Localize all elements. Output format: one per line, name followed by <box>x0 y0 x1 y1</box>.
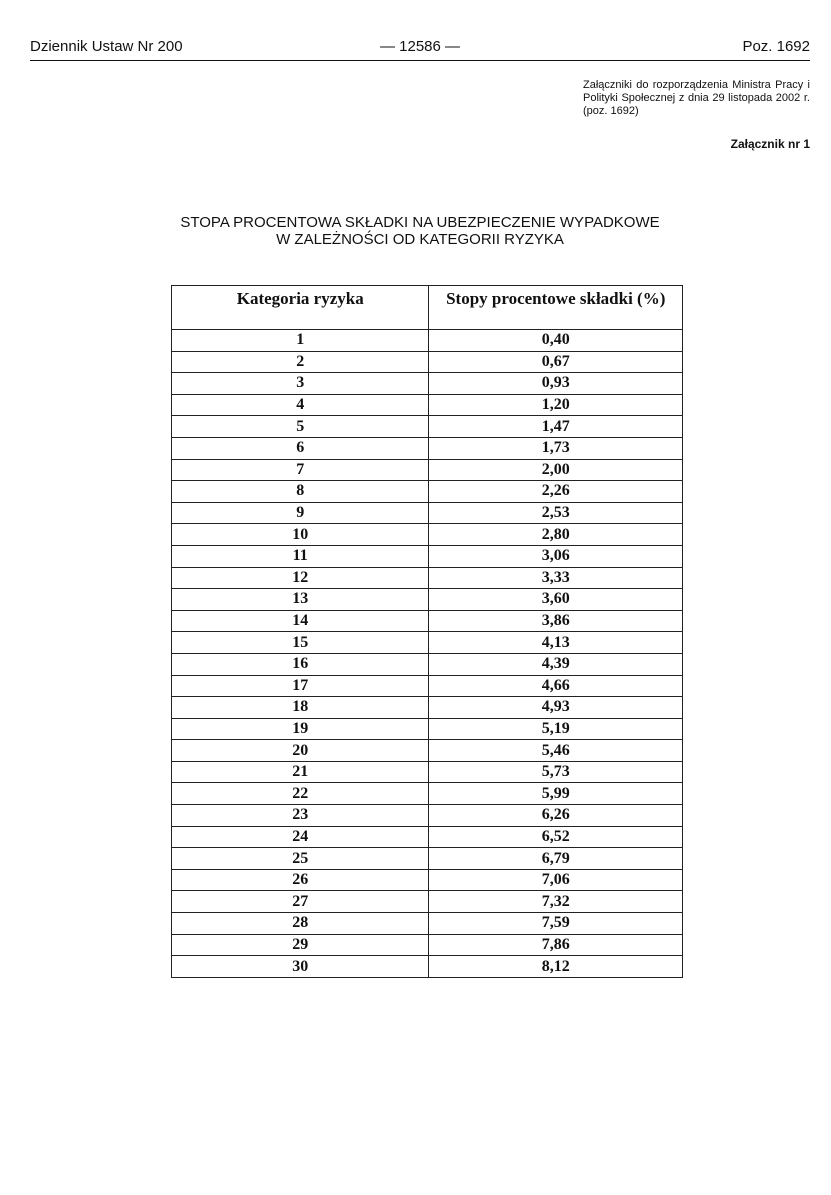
category-cell: 11 <box>172 545 429 567</box>
table-row <box>172 481 683 503</box>
table-row <box>172 913 683 935</box>
attachment-note: Załączniki do rozporządzenia Ministra Pracy i Polityki Społecznej z dnia 29 listopada 2002 r. (poz. 1692) <box>583 79 810 117</box>
column-header-rate: Stopy procentowe składki (%) <box>429 286 683 330</box>
rate-cell: 1,47 <box>429 416 683 438</box>
page-number: — 12586 — <box>379 38 461 55</box>
table-row <box>172 632 683 654</box>
category-cell: 2 <box>172 351 429 373</box>
rate-cell: 1,20 <box>429 394 683 416</box>
category-cell: 15 <box>172 632 429 654</box>
rate-cell: 1,73 <box>429 437 683 459</box>
rate-cell: 0,93 <box>429 373 683 395</box>
rate-cell: 6,26 <box>429 805 683 827</box>
rate-cell: 8,12 <box>429 956 683 978</box>
category-cell: 28 <box>172 913 429 935</box>
category-cell: 10 <box>172 524 429 546</box>
category-cell: 26 <box>172 869 429 891</box>
category-cell: 25 <box>172 848 429 870</box>
category-cell: 8 <box>172 481 429 503</box>
table-row <box>172 373 683 395</box>
title-line-2: W ZALEŻNOŚCI OD KATEGORII RYZYKA <box>276 231 564 248</box>
category-cell: 14 <box>172 610 429 632</box>
category-cell: 30 <box>172 956 429 978</box>
table-row <box>172 545 683 567</box>
rate-cell: 3,33 <box>429 567 683 589</box>
table-row <box>172 589 683 611</box>
category-cell: 7 <box>172 459 429 481</box>
category-cell: 22 <box>172 783 429 805</box>
table-row <box>172 502 683 524</box>
category-cell: 23 <box>172 805 429 827</box>
table-row <box>172 610 683 632</box>
rate-cell: 4,39 <box>429 653 683 675</box>
table-row <box>172 740 683 762</box>
rate-cell: 3,06 <box>429 545 683 567</box>
table-row <box>172 891 683 913</box>
title-line-1: STOPA PROCENTOWA SKŁADKI NA UBEZPIECZENIE WYPADKOWE <box>180 214 660 231</box>
table-row <box>172 956 683 978</box>
category-cell: 21 <box>172 761 429 783</box>
table-row <box>172 437 683 459</box>
table-row <box>172 351 683 373</box>
category-cell: 17 <box>172 675 429 697</box>
rate-cell: 3,60 <box>429 589 683 611</box>
rate-cell: 7,32 <box>429 891 683 913</box>
rate-cell: 0,40 <box>429 330 683 352</box>
table-row <box>172 567 683 589</box>
rate-cell: 7,06 <box>429 869 683 891</box>
rate-cell: 4,66 <box>429 675 683 697</box>
table-row <box>172 459 683 481</box>
document-title <box>100 214 740 248</box>
table-row <box>172 826 683 848</box>
table-row <box>172 653 683 675</box>
table-row <box>172 848 683 870</box>
table-row <box>172 869 683 891</box>
table-row <box>172 675 683 697</box>
table-row <box>172 934 683 956</box>
rate-cell: 2,80 <box>429 524 683 546</box>
table-row <box>172 394 683 416</box>
rate-cell: 0,67 <box>429 351 683 373</box>
header-rule <box>30 60 810 61</box>
table-row <box>172 805 683 827</box>
rate-cell: 5,73 <box>429 761 683 783</box>
rate-cell: 7,86 <box>429 934 683 956</box>
category-cell: 5 <box>172 416 429 438</box>
attachment-number: Załącznik nr 1 <box>730 137 810 151</box>
table-row <box>172 761 683 783</box>
rate-cell: 5,46 <box>429 740 683 762</box>
rate-cell: 3,86 <box>429 610 683 632</box>
column-header-category: Kategoria ryzyka <box>172 286 429 330</box>
category-cell: 13 <box>172 589 429 611</box>
category-cell: 18 <box>172 697 429 719</box>
table-row <box>172 697 683 719</box>
rate-cell: 4,13 <box>429 632 683 654</box>
category-cell: 19 <box>172 718 429 740</box>
journal-name: Dziennik Ustaw Nr 200 <box>30 38 183 55</box>
category-cell: 1 <box>172 330 429 352</box>
rate-cell: 2,53 <box>429 502 683 524</box>
category-cell: 6 <box>172 437 429 459</box>
category-cell: 4 <box>172 394 429 416</box>
rate-cell: 7,59 <box>429 913 683 935</box>
position-number: Poz. 1692 <box>742 38 810 55</box>
category-cell: 20 <box>172 740 429 762</box>
category-cell: 24 <box>172 826 429 848</box>
table-row <box>172 330 683 352</box>
rate-cell: 4,93 <box>429 697 683 719</box>
category-cell: 27 <box>172 891 429 913</box>
rate-cell: 2,00 <box>429 459 683 481</box>
table-header-row <box>172 286 683 330</box>
page-header <box>30 38 810 60</box>
rates-table-container <box>171 285 683 978</box>
category-cell: 12 <box>172 567 429 589</box>
category-cell: 16 <box>172 653 429 675</box>
category-cell: 3 <box>172 373 429 395</box>
category-cell: 29 <box>172 934 429 956</box>
rate-cell: 5,99 <box>429 783 683 805</box>
rate-cell: 6,79 <box>429 848 683 870</box>
table-row <box>172 783 683 805</box>
rate-cell: 6,52 <box>429 826 683 848</box>
table-row <box>172 524 683 546</box>
rates-table <box>171 285 683 978</box>
table-row <box>172 718 683 740</box>
category-cell: 9 <box>172 502 429 524</box>
table-row <box>172 416 683 438</box>
rate-cell: 2,26 <box>429 481 683 503</box>
rate-cell: 5,19 <box>429 718 683 740</box>
